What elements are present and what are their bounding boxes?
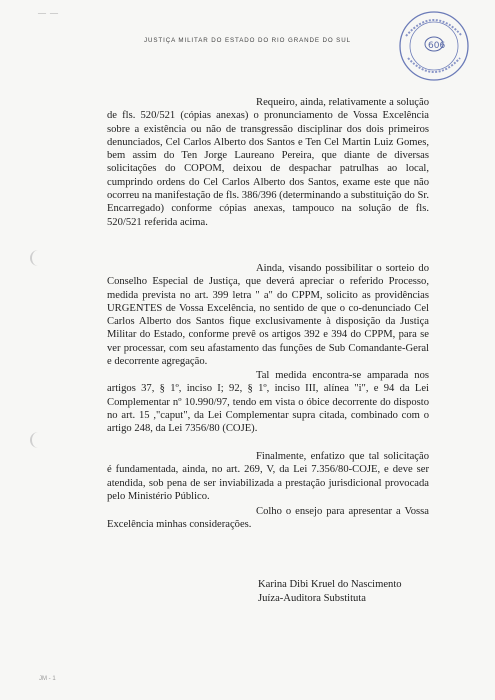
svg-text:606: 606: [428, 41, 446, 51]
paragraph-5: Colho o ensejo para apresentar a Vossa Excelência minhas considerações.: [107, 506, 429, 531]
signature-title: Juíza-Auditora Substituta: [258, 593, 366, 604]
page-footer: JM - 1: [39, 676, 56, 682]
signature-name: Karina Dibi Kruel do Nascimento: [258, 579, 402, 590]
paragraph-4: Finalmente, enfatizo que tal solicitação é fundamentada, ainda, no art. 269, V, da Lei 7.356/80-COJE, e deve ser atendida, sob pena de ser inviabilizada a prestação jurisdicional provocada pelo Ministério Público.: [107, 451, 429, 502]
paragraph-3: Tal medida encontra-se amparada nos artigos 37, § 1º, inciso I; 92, § 1º, inciso III, alínea "i", e 94 da Lei Complementar nº 10.990/97, tendo em vista o óbice decorrente do disposto no art. 15 ,"caput", da Lei Complementar supra citada, combinado com o artigo 248, da Lei 7356/80 (COJE).: [107, 370, 429, 435]
paragraph-2: Ainda, visando possibilitar o sorteio do Conselho Especial de Justiça, que deverá apreciar o referido Processo, medida prevista no art. 399 letra " a" do CPPM, solicito as providências URGENTES de Vossa Excelência, no sentido de que o co-denunciado Cel Carlos Alberto dos Santos fique exclusivamente à disposição da Justiça Militar do Estado, conforme prevê os artigos 392 e 394 do CPPM, para se ver processar, com seu afastamento das funções de Sub Comandante-Geral e decorrente agregação.: [107, 263, 429, 368]
court-seal-stamp: [394, 6, 474, 86]
punch-hole-top: [30, 250, 38, 266]
punch-hole-bottom: [30, 432, 38, 448]
top-mark: — —: [38, 8, 59, 17]
paragraph-1: Requeiro, ainda, relativamente a solução de fls. 520/521 (cópias anexas) o pronunciamento de Vossa Excelência sobre a existência ou não de transgressão disciplinar dos dois primeiros denunciados, Cel Carlos Alberto dos Santos e Ten Cel Martin Luiz Gomes, bem assim do Ten Jorge Laureano Pereira, que diante de diversas solicitações do COPOM, deixou de despachar patrulhas ao local, cumprindo ordens do Cel Carlos Alberto dos Santos, exame este que não ocorreu na manifestação de fls. 386/396 (determinando a substituição do Sr. Encarregado) conforme cópias anexas, tampouco na solução de fls. 520/521 referida acima.: [107, 97, 429, 228]
court-header: JUSTIÇA MILITAR DO ESTADO DO RIO GRANDE DO SUL: [144, 37, 351, 44]
